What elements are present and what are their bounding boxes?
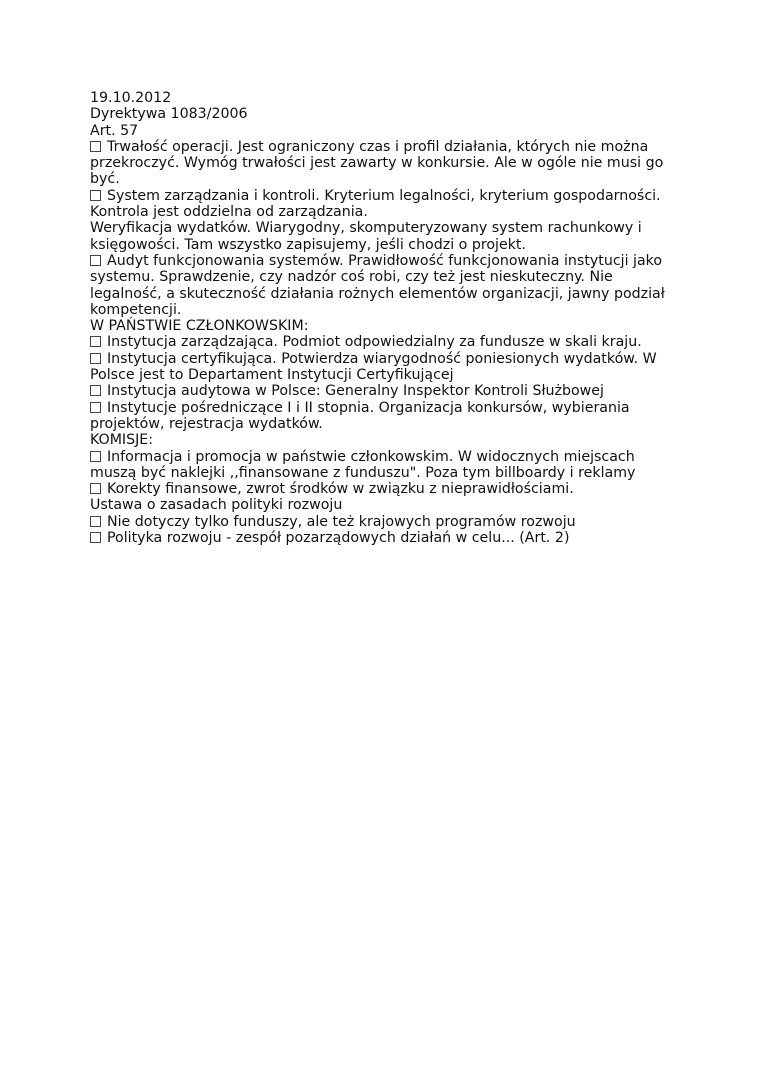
- plain-line: [90, 432, 670, 448]
- missing-glyph-bullet-icon: [90, 141, 101, 152]
- directive-line: Dyrektywa 1083/2006: [90, 106, 248, 123]
- item-text: Informacja i promocja w państwie członkowskim. W widocznych miejscach muszą być naklejki ,,finansowane z funduszu". Poza tym billboardy i reklamy: [90, 448, 636, 481]
- document-page: [90, 90, 670, 546]
- bullet-item: [90, 188, 670, 221]
- article-line: Art. 57: [90, 122, 139, 139]
- item-text: Audyt funkcjonowania systemów. Prawidłowość funkcjonowania instytucji jako systemu. Sprawdzenie, czy nadzór coś robi, czy też jest nieskuteczny. Nie legalność, a skuteczność działania rożnych elementów organizacji, jawny podział kompetencji.: [90, 252, 665, 318]
- bullet-item: [90, 334, 670, 350]
- bullet-item: [90, 351, 670, 384]
- bullet-item: [90, 449, 670, 482]
- missing-glyph-bullet-icon: [90, 516, 101, 527]
- item-text: W PAŃSTWIE CZŁONKOWSKIM:: [90, 318, 309, 335]
- plain-line: [90, 497, 670, 513]
- item-text: Polityka rozwoju - zespół pozarządowych działań w celu... (Art. 2): [107, 530, 570, 547]
- missing-glyph-bullet-icon: [90, 385, 101, 396]
- bullet-item: [90, 139, 670, 188]
- missing-glyph-bullet-icon: [90, 353, 101, 364]
- item-text: Nie dotyczy tylko funduszy, ale też krajowych programów rozwoju: [107, 513, 576, 530]
- notes-list: [90, 139, 670, 546]
- missing-glyph-bullet-icon: [90, 532, 101, 543]
- item-text: Instytucja audytowa w Polsce: Generalny Inspektor Kontroli Służbowej: [107, 383, 604, 400]
- item-text: Ustawa o zasadach polityki rozwoju: [90, 497, 343, 514]
- item-text: Instytucja certyfikująca. Potwierdza wiarygodność poniesionych wydatków. W Polsce jest to Departament Instytucji Certyfikującej: [90, 350, 657, 384]
- item-text: Instytucje pośredniczące I i II stopnia. Organizacja konkursów, wybierania projektów, rejestracja wydatków.: [90, 399, 630, 432]
- plain-line: [90, 318, 670, 334]
- missing-glyph-bullet-icon: [90, 451, 101, 462]
- missing-glyph-bullet-icon: [90, 336, 101, 347]
- bullet-item: [90, 530, 670, 546]
- item-text: Weryfikacja wydatków. Wiarygodny, skomputeryzowany system rachunkowy i księgowości. Tam wszystko zapisujemy, jeśli chodzi o projekt.: [90, 220, 642, 253]
- item-text: Korekty finansowe, zwrot środków w związku z nieprawidłościami.: [107, 481, 574, 498]
- item-text: System zarządzania i kontroli. Kryterium legalności, kryterium gospodarności. Kontrola jest oddzielna od zarządzania.: [90, 187, 661, 221]
- bullet-item: [90, 400, 670, 433]
- bullet-item: [90, 514, 670, 530]
- bullet-item: [90, 383, 670, 399]
- item-text: Trwałość operacji. Jest ograniczony czas i profil działania, których nie można przekroczyć. Wymóg trwałości jest zawarty w konkursie. Ale w ogóle nie musi go być.: [90, 138, 664, 188]
- missing-glyph-bullet-icon: [90, 255, 101, 266]
- plain-line: [90, 220, 670, 253]
- bullet-item: [90, 253, 670, 318]
- missing-glyph-bullet-icon: [90, 190, 101, 201]
- missing-glyph-bullet-icon: [90, 483, 101, 494]
- item-text: KOMISJE:: [90, 432, 154, 449]
- missing-glyph-bullet-icon: [90, 402, 101, 413]
- bullet-item: [90, 481, 670, 497]
- date-line: 19.10.2012: [90, 90, 172, 106]
- item-text: Instytucja zarządzająca. Podmiot odpowiedzialny za fundusze w skali kraju.: [107, 334, 642, 351]
